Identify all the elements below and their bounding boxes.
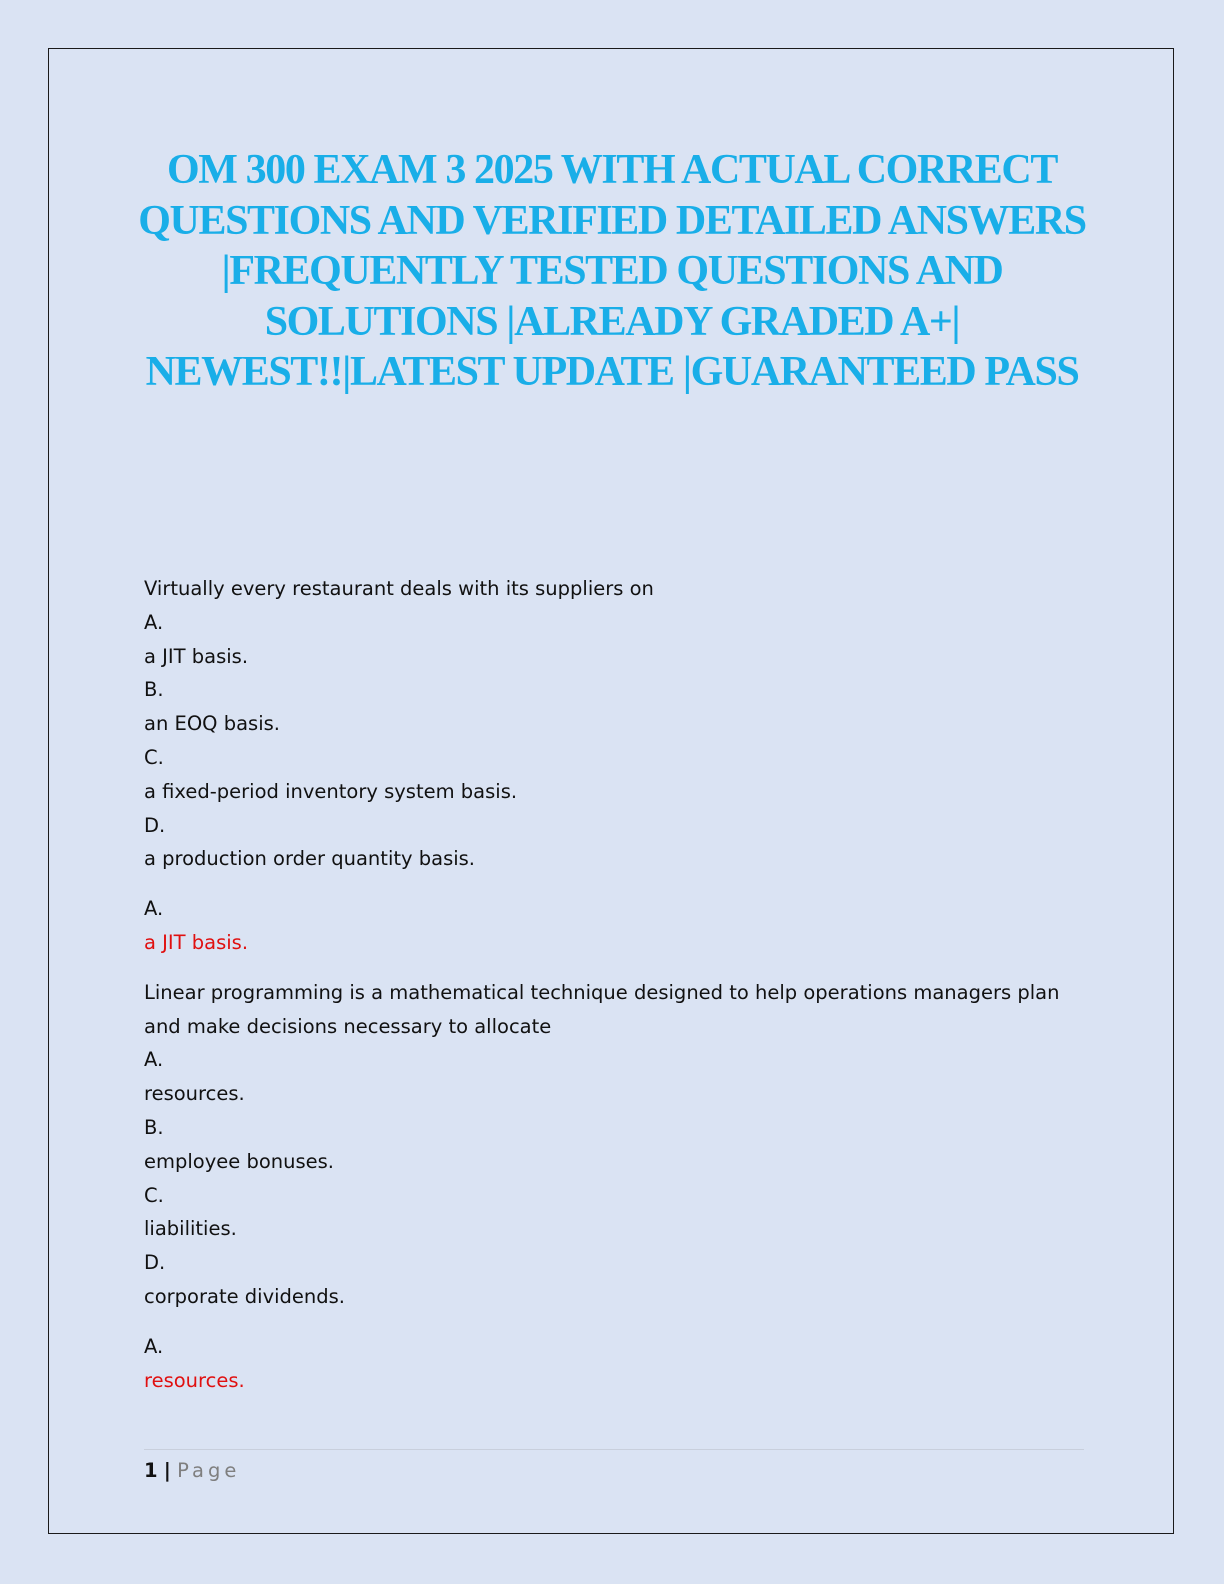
option-letter-c: C. — [144, 1183, 164, 1207]
document-body — [144, 572, 1084, 1413]
option-letter-a: A. — [144, 610, 164, 634]
page-footer — [144, 1456, 240, 1486]
question-block-1 — [144, 572, 1084, 876]
option-text-c: liabilities. — [144, 1217, 237, 1241]
answer-block-2 — [144, 1330, 1084, 1398]
option-letter-c: C. — [144, 745, 164, 769]
option-letter-a: A. — [144, 1048, 164, 1072]
answer-letter: A. — [144, 897, 164, 921]
option-text-d: corporate dividends. — [144, 1284, 346, 1308]
document-title: OM 300 EXAM 3 2025 WITH ACTUAL CORRECT QUESTIONS AND VERIFIED DETAILED ANSWERS |FREQUENTLY TESTED QUESTIONS AND SOLUTIONS |ALREADY GRADED A+| NEWEST!!|LATEST UPDATE |GUARANTEED PASS — [138, 147, 1086, 395]
option-text-a: a JIT basis. — [144, 644, 249, 668]
option-text-b: employee bonuses. — [144, 1149, 334, 1173]
footer-separator: | — [163, 1459, 171, 1482]
option-letter-b: B. — [144, 1115, 164, 1139]
answer-text: resources. — [144, 1368, 245, 1392]
question-text: Linear programming is a mathematical technique designed to help operations managers plan and make decisions necessary to allocate — [144, 980, 1060, 1038]
option-letter-d: D. — [144, 813, 166, 837]
footer-divider — [144, 1449, 1084, 1450]
option-text-d: a production order quantity basis. — [144, 847, 476, 871]
option-text-a: resources. — [144, 1082, 245, 1106]
answer-letter: A. — [144, 1334, 164, 1358]
question-block-2 — [144, 976, 1084, 1314]
page-number: 1 — [144, 1459, 158, 1482]
answer-block-1 — [144, 892, 1084, 960]
question-text: Virtually every restaurant deals with its suppliers on — [144, 577, 654, 600]
option-letter-d: D. — [144, 1251, 166, 1275]
option-letter-b: B. — [144, 678, 164, 702]
option-text-b: an EOQ basis. — [144, 712, 280, 736]
page-label: Page — [177, 1459, 241, 1482]
answer-text: a JIT basis. — [144, 930, 249, 954]
option-text-c: a fixed-period inventory system basis. — [144, 779, 518, 803]
